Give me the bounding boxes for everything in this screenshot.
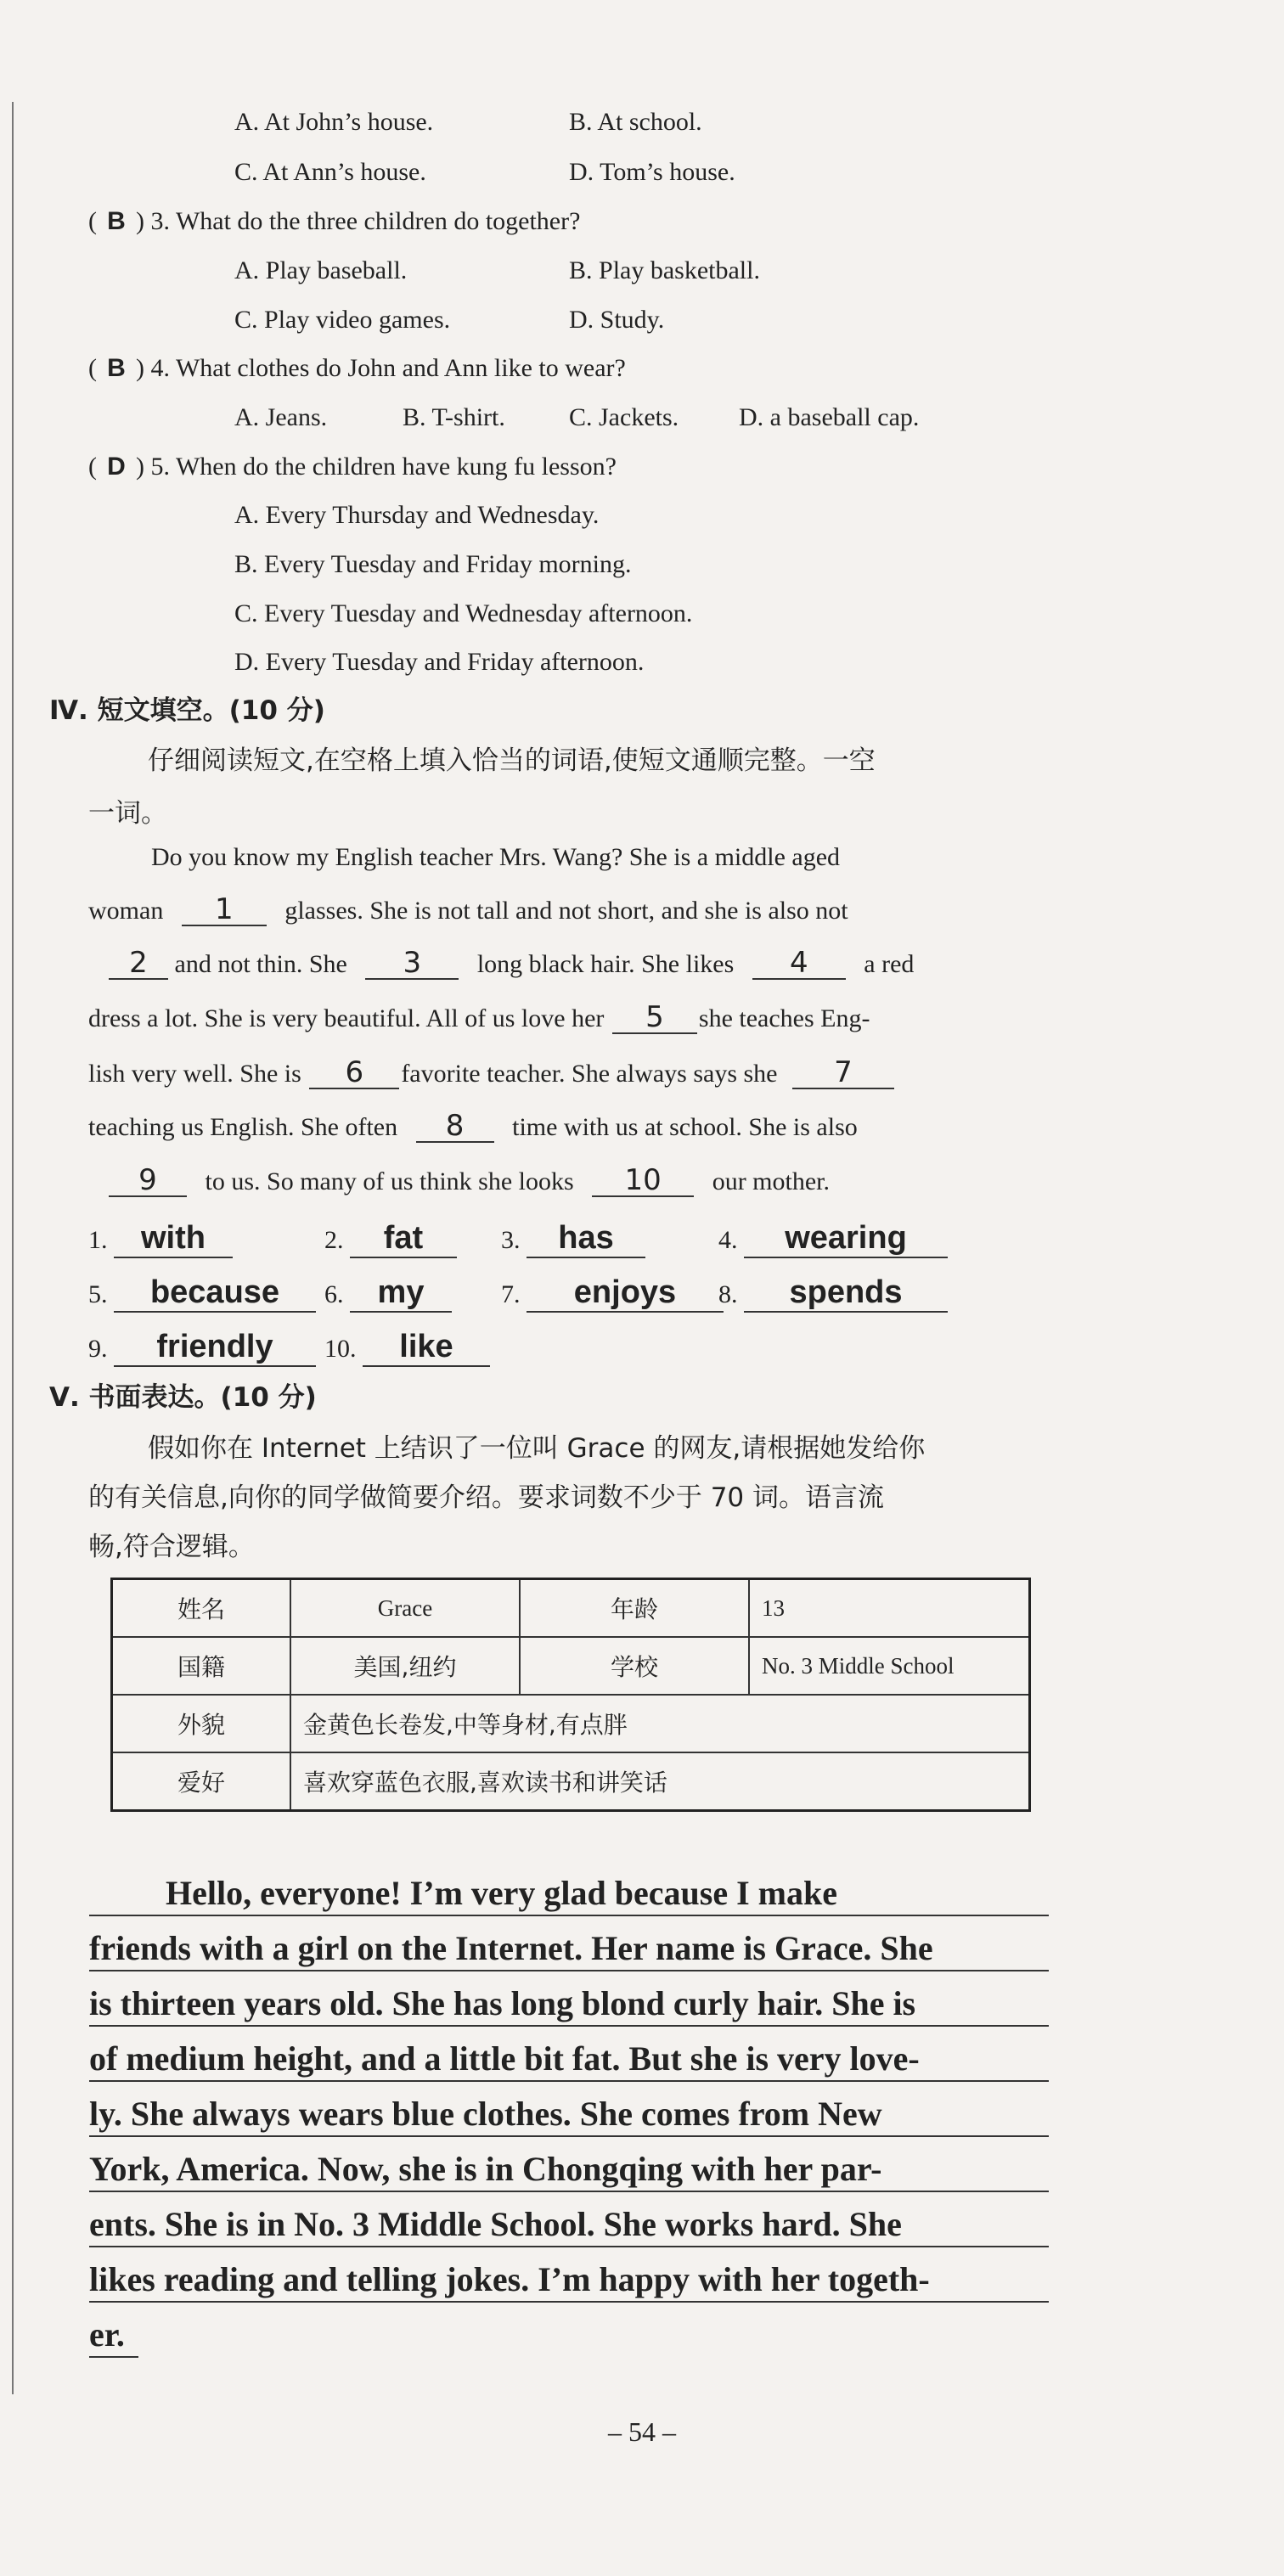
- option-a: A. Play baseball.: [234, 256, 408, 284]
- table-cell-value: 13: [749, 1579, 1030, 1638]
- essay-line: ly. She always wears blue clothes. She comes from New: [89, 2093, 1049, 2137]
- section-5-instruction-end: 畅,符合逻辑。: [88, 1532, 255, 1562]
- section-5-instruction: 假如你在 Internet 上结识了一位叫 Grace 的网友,请根据她发给你: [148, 1433, 926, 1464]
- option-d: D. Every Tuesday and Friday afternoon.: [234, 648, 645, 676]
- passage-line-4: dress a lot. She is very beautiful. All of us love her 5 she teaches Eng-: [88, 1000, 870, 1034]
- passage-line-6: teaching us English. She often 8 time with us at school. She is also: [88, 1109, 858, 1143]
- info-table: [110, 1578, 1031, 1812]
- option-c: C. Play video games.: [234, 306, 451, 334]
- table-cell-label: 年龄: [520, 1579, 749, 1638]
- table-cell-label: 爱好: [112, 1752, 291, 1811]
- passage-line-7: 9 to us. So many of us think she looks 10 our mother.: [109, 1165, 830, 1199]
- answer-9: 9. friendly: [88, 1328, 316, 1368]
- option-c: C. Every Tuesday and Wednesday afternoon.: [234, 599, 693, 627]
- answer-3: 3. has: [501, 1219, 645, 1259]
- passage-line-1: Do you know my English teacher Mrs. Wang? She is a middle aged: [151, 843, 841, 871]
- binding-margin-line: [12, 102, 14, 2394]
- answer-mark: B: [107, 354, 126, 382]
- essay-line: ents. She is in No. 3 Middle School. She works hard. She: [89, 2203, 1049, 2247]
- essay-line: likes reading and telling jokes. I’m happy with her togeth-: [89, 2258, 1049, 2303]
- answer-5: 5. because: [88, 1274, 316, 1313]
- answer-mark: B: [107, 207, 126, 235]
- table-cell-value: No. 3 Middle School: [749, 1637, 1030, 1695]
- section-5-instruction-cont: 的有关信息,向你的同学做简要介绍。要求词数不少于 70 词。语言流: [88, 1482, 885, 1513]
- answer-1: 1. with: [88, 1219, 233, 1259]
- answer-6: 6. my: [324, 1274, 452, 1313]
- question-5: ( D ) 5. When do the children have kung fu lesson?: [88, 450, 617, 484]
- passage-line-5: lish very well. She is 6 favorite teacher. She always says she 7: [88, 1057, 894, 1091]
- table-cell-value: Grace: [290, 1579, 520, 1638]
- table-cell-value: 美国,纽约: [290, 1637, 520, 1695]
- blank-2: 2: [109, 948, 168, 980]
- answer-2: 2. fat: [324, 1219, 457, 1259]
- table-row: [112, 1752, 1030, 1811]
- page-number: – 54 –: [608, 2416, 676, 2447]
- question-4: ( B ) 4. What clothes do John and Ann like to wear?: [88, 352, 626, 385]
- table-cell-label: 学校: [520, 1637, 749, 1695]
- passage-line-3: 2 and not thin. She 3 long black hair. She likes 4 a red: [109, 948, 914, 981]
- table-cell-label: 外貌: [112, 1695, 291, 1752]
- blank-1: 1: [182, 894, 267, 926]
- option-b: B. Play basketball.: [569, 256, 760, 284]
- section-4-heading: Ⅳ. 短文填空。(10 分): [49, 695, 325, 726]
- blank-9: 9: [109, 1165, 187, 1197]
- answer-8: 8. spends: [718, 1274, 948, 1313]
- option-d: D. a baseball cap.: [739, 403, 920, 431]
- blank-7: 7: [792, 1057, 894, 1089]
- option-a: A. At John’s house.: [234, 108, 434, 136]
- blank-3: 3: [365, 948, 459, 980]
- essay-line: of medium height, and a little bit fat. But she is very love-: [89, 2038, 1049, 2082]
- question-text: 3. What do the three children do together?: [150, 207, 581, 235]
- section-4-instruction-cont: 一词。: [88, 798, 167, 829]
- table-cell-value: 喜欢穿蓝色衣服,喜欢读书和讲笑话: [290, 1752, 1030, 1811]
- answer-10: 10. like: [324, 1328, 490, 1368]
- blank-10: 10: [592, 1165, 694, 1197]
- question-3: ( B ) 3. What do the three children do together?: [88, 205, 580, 239]
- option-d: D. Tom’s house.: [569, 158, 735, 186]
- table-row: [112, 1695, 1030, 1752]
- section-4-instruction: 仔细阅读短文,在空格上填入恰当的词语,使短文通顺完整。一空: [148, 745, 876, 776]
- question-text: 5. When do the children have kung fu lesson?: [150, 453, 617, 481]
- table-row: [112, 1637, 1030, 1695]
- passage-line-2: woman 1 glasses. She is not tall and not short, and she is also not: [88, 892, 848, 926]
- blank-4: 4: [752, 948, 846, 980]
- option-b: B. At school.: [569, 108, 702, 136]
- option-a: A. Jeans.: [234, 403, 328, 431]
- option-c: C. At Ann’s house.: [234, 158, 426, 186]
- answer-7: 7. enjoys: [501, 1274, 724, 1313]
- essay-line: York, America. Now, she is in Chongqing with her par-: [89, 2148, 1049, 2192]
- answer-4: 4. wearing: [718, 1219, 948, 1259]
- section-5-heading: Ⅴ. 书面表达。(10 分): [49, 1382, 317, 1413]
- table-cell-label: 姓名: [112, 1579, 291, 1638]
- table-row: [112, 1579, 1030, 1638]
- essay-line: Hello, everyone! I’m very glad because I make: [89, 1872, 1049, 1916]
- table-cell-label: 国籍: [112, 1637, 291, 1695]
- option-b: B. T-shirt.: [403, 403, 505, 431]
- option-d: D. Study.: [569, 306, 665, 334]
- option-a: A. Every Thursday and Wednesday.: [234, 501, 600, 529]
- essay-line: is thirteen years old. She has long blond curly hair. She is: [89, 1983, 1049, 2027]
- essay-line: er.: [89, 2314, 138, 2358]
- option-c: C. Jackets.: [569, 403, 679, 431]
- table-cell-value: 金黄色长卷发,中等身材,有点胖: [290, 1695, 1030, 1752]
- answer-mark: D: [107, 453, 126, 481]
- essay-line: friends with a girl on the Internet. Her name is Grace. She: [89, 1927, 1049, 1971]
- blank-5: 5: [612, 1002, 697, 1034]
- blank-6: 6: [309, 1057, 399, 1089]
- blank-8: 8: [416, 1111, 494, 1143]
- question-text: 4. What clothes do John and Ann like to wear?: [150, 354, 626, 382]
- option-b: B. Every Tuesday and Friday morning.: [234, 550, 632, 578]
